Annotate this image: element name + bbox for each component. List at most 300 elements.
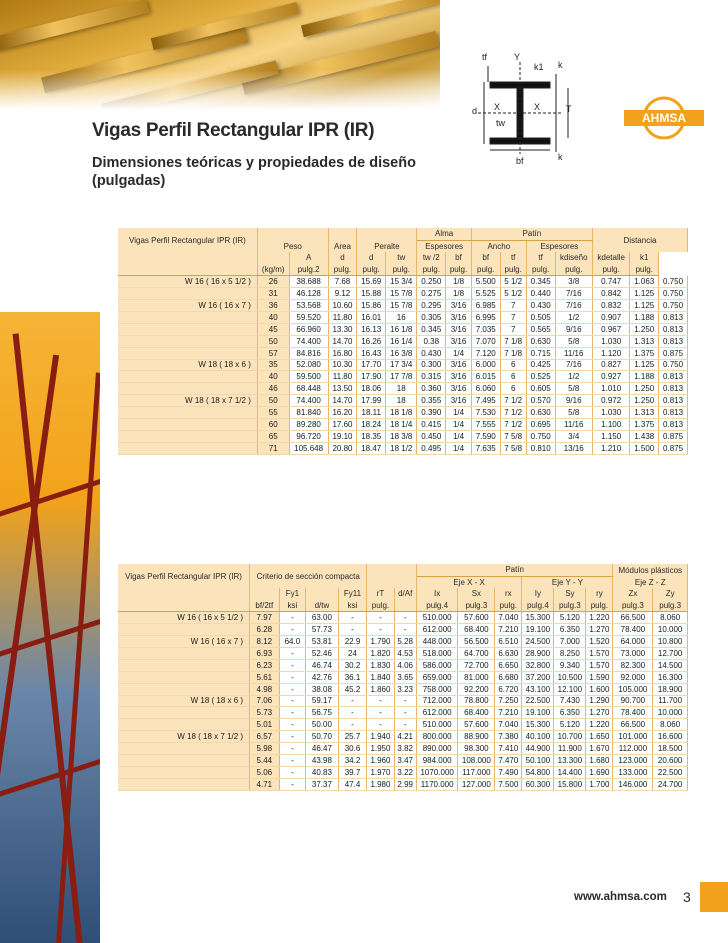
value-cell: - xyxy=(279,754,306,766)
value-cell: 1.520 xyxy=(586,636,613,648)
label-x-right: X xyxy=(534,102,541,112)
value-cell: 1.570 xyxy=(586,659,613,671)
value-cell: 52.080 xyxy=(289,359,328,371)
value-cell: 14.500 xyxy=(653,659,688,671)
value-cell: 4.06 xyxy=(394,659,416,671)
value-cell: 1.950 xyxy=(367,743,394,755)
value-cell: 13.30 xyxy=(328,323,357,335)
value-cell: 586.000 xyxy=(416,659,458,671)
profile-name-cell xyxy=(118,683,250,695)
name-spacer-cell xyxy=(118,588,250,600)
value-cell: 659.000 xyxy=(416,671,458,683)
table-row xyxy=(118,300,688,312)
value-cell: 6.060 xyxy=(471,383,500,395)
symbol-col-10: tf xyxy=(526,252,555,264)
value-cell: 0.747 xyxy=(592,276,629,288)
symbol-col-2-5: d/Af xyxy=(394,588,416,600)
value-cell: 96.720 xyxy=(289,430,328,442)
value-cell: 13.300 xyxy=(554,754,586,766)
value-cell: 0.875 xyxy=(659,347,688,359)
value-cell: - xyxy=(279,671,306,683)
value-cell: 16.20 xyxy=(328,407,357,419)
value-cell: 60 xyxy=(257,418,289,430)
value-cell: 0.360 xyxy=(417,383,446,395)
value-cell: 64.0 xyxy=(279,636,306,648)
symbol-col-13: k1 xyxy=(630,252,659,264)
table-row xyxy=(118,359,688,371)
value-cell: 0.250 xyxy=(417,276,446,288)
value-cell: 42.76 xyxy=(306,671,338,683)
value-cell: 3.47 xyxy=(394,754,416,766)
table-row xyxy=(118,647,688,659)
value-cell: 984.000 xyxy=(416,754,458,766)
value-cell: 1.790 xyxy=(367,636,394,648)
table-row xyxy=(118,288,688,300)
value-cell: 7.590 xyxy=(471,430,500,442)
value-cell: 18 xyxy=(386,395,417,407)
profile-name-cell xyxy=(118,288,257,300)
unit-col-2-1: ksi xyxy=(279,600,306,612)
profile-name-cell xyxy=(118,659,250,671)
profile-name-cell xyxy=(118,323,257,335)
name-spacer-cell xyxy=(118,600,250,612)
value-cell: 1/8 xyxy=(446,276,472,288)
value-cell: - xyxy=(367,695,394,707)
table-row xyxy=(118,707,688,719)
label-k-bottom: k xyxy=(558,152,563,162)
value-cell: 16.43 xyxy=(357,347,386,359)
unit-col-9: pulg. xyxy=(500,264,526,276)
table-row xyxy=(118,311,688,323)
group-eje-z: Eje Z - Z xyxy=(613,576,688,588)
table-row xyxy=(118,754,688,766)
value-cell: 5.61 xyxy=(250,671,280,683)
value-cell: 1.210 xyxy=(592,442,629,454)
value-cell: 1.250 xyxy=(630,395,659,407)
value-cell: 758.000 xyxy=(416,683,458,695)
value-cell: 7 5/8 xyxy=(500,442,526,454)
value-cell: 510.000 xyxy=(416,719,458,731)
value-cell: 7/16 xyxy=(555,359,592,371)
value-cell: 8.250 xyxy=(554,647,586,659)
value-cell: 0.495 xyxy=(417,442,446,454)
value-cell: 44.900 xyxy=(522,743,554,755)
value-cell: 18 xyxy=(386,383,417,395)
profile-name-cell: W 16 ( 16 x 7 ) xyxy=(118,636,250,648)
value-cell: 0.750 xyxy=(526,430,555,442)
value-cell: 1.063 xyxy=(630,276,659,288)
value-cell: 64.700 xyxy=(458,647,495,659)
value-cell: 15.300 xyxy=(522,612,554,624)
value-cell: 1.670 xyxy=(586,743,613,755)
value-cell: 1.700 xyxy=(586,778,613,790)
value-cell: 1.120 xyxy=(592,347,629,359)
value-cell: 36.1 xyxy=(338,671,367,683)
value-cell: 19.10 xyxy=(328,430,357,442)
value-cell: 16 xyxy=(386,311,417,323)
value-cell: 18.47 xyxy=(357,442,386,454)
group-eje-x: Eje X - X xyxy=(416,576,522,588)
label-y: Y xyxy=(514,52,521,62)
page-subtitle: Dimensiones teóricas y propiedades de diseño (pulgadas) xyxy=(92,155,416,189)
value-cell: 0.300 xyxy=(417,359,446,371)
value-cell: 0.832 xyxy=(592,300,629,312)
table-row xyxy=(118,347,688,359)
value-cell: 57.600 xyxy=(458,612,495,624)
unit-col-13: pulg. xyxy=(630,264,659,276)
value-cell: 448.000 xyxy=(416,636,458,648)
value-cell: 43.98 xyxy=(306,754,338,766)
value-cell: 15 3/4 xyxy=(386,276,417,288)
unit-col-2-3: ksi xyxy=(338,600,367,612)
value-cell: 32.800 xyxy=(522,659,554,671)
unit-col-7: pulg. xyxy=(446,264,472,276)
value-cell: 10.000 xyxy=(653,624,688,636)
value-cell: 4.21 xyxy=(394,731,416,743)
profile-name-cell xyxy=(118,347,257,359)
value-cell: 510.000 xyxy=(416,612,458,624)
value-cell: 0.295 xyxy=(417,300,446,312)
value-cell: 54.800 xyxy=(522,766,554,778)
value-cell: 53.568 xyxy=(289,300,328,312)
value-cell: 78.800 xyxy=(458,695,495,707)
value-cell: 16.80 xyxy=(328,347,357,359)
value-cell: 7.97 xyxy=(250,612,280,624)
value-cell: 612.000 xyxy=(416,624,458,636)
website-link[interactable]: www.ahmsa.com xyxy=(574,891,667,903)
value-cell: 0.695 xyxy=(526,418,555,430)
value-cell: 8.12 xyxy=(250,636,280,648)
symbol-col-3: d xyxy=(328,252,357,264)
value-cell: 0.525 xyxy=(526,371,555,383)
value-cell: - xyxy=(367,719,394,731)
symbol-col-11: kdiseño xyxy=(555,252,592,264)
symbol-col-6: tw /2 xyxy=(417,252,446,264)
table-row xyxy=(118,659,688,671)
value-cell: 39.7 xyxy=(338,766,367,778)
value-cell: 0.415 xyxy=(417,418,446,430)
value-cell: - xyxy=(279,647,306,659)
value-cell: 50.70 xyxy=(306,731,338,743)
unit-col-2-4: pulg. xyxy=(367,600,394,612)
value-cell: 38.688 xyxy=(289,276,328,288)
value-cell: 17 7/8 xyxy=(386,371,417,383)
value-cell: 14.70 xyxy=(328,395,357,407)
value-cell: 7/16 xyxy=(555,300,592,312)
value-cell: 0.750 xyxy=(659,288,688,300)
value-cell: 7 1/2 xyxy=(500,407,526,419)
value-cell: 20.80 xyxy=(328,442,357,454)
value-cell: 3/16 xyxy=(446,359,472,371)
value-cell: 1.940 xyxy=(367,731,394,743)
value-cell: 6.350 xyxy=(554,707,586,719)
value-cell: 34.2 xyxy=(338,754,367,766)
value-cell: 1.220 xyxy=(586,612,613,624)
table-row xyxy=(118,442,688,454)
profile-name-cell xyxy=(118,442,257,454)
value-cell: 0.430 xyxy=(526,300,555,312)
table-row xyxy=(118,766,688,778)
value-cell: 7.500 xyxy=(495,778,522,790)
value-cell: 1.650 xyxy=(586,731,613,743)
profile-name-cell xyxy=(118,743,250,755)
label-k-top: k xyxy=(558,60,563,70)
value-cell: 5.120 xyxy=(554,612,586,624)
value-cell: 66.960 xyxy=(289,323,328,335)
symbol-col-2-11: ry xyxy=(586,588,613,600)
value-cell: 52.46 xyxy=(306,647,338,659)
profile-name-cell xyxy=(118,671,250,683)
value-cell: 5 1/2 xyxy=(500,276,526,288)
value-cell: 1.970 xyxy=(367,766,394,778)
value-cell: 3/16 xyxy=(446,395,472,407)
value-cell: 10.700 xyxy=(554,731,586,743)
value-cell: 4.71 xyxy=(250,778,280,790)
value-cell: 43.100 xyxy=(522,683,554,695)
value-cell: 16.600 xyxy=(653,731,688,743)
value-cell: 7.210 xyxy=(495,624,522,636)
value-cell: 55 xyxy=(257,407,289,419)
profile-name-cell: W 18 ( 18 x 7 1/2 ) xyxy=(118,731,250,743)
value-cell: - xyxy=(279,707,306,719)
value-cell: - xyxy=(338,707,367,719)
value-cell: 40 xyxy=(257,311,289,323)
value-cell: 1.690 xyxy=(586,766,613,778)
value-cell: 92.200 xyxy=(458,683,495,695)
name-spacer-cell xyxy=(118,252,257,264)
label-tf: tf xyxy=(482,52,488,62)
value-cell: 46.128 xyxy=(289,288,328,300)
value-cell: 46.74 xyxy=(306,659,338,671)
value-cell: 37.37 xyxy=(306,778,338,790)
value-cell: 8.060 xyxy=(653,612,688,624)
value-cell: 72.700 xyxy=(458,659,495,671)
value-cell: 1.313 xyxy=(630,335,659,347)
value-cell: 56.500 xyxy=(458,636,495,648)
unit-col-2-13: pulg.3 xyxy=(653,600,688,612)
value-cell: 7.120 xyxy=(471,347,500,359)
symbol-col-2-8: rx xyxy=(495,588,522,600)
table-row xyxy=(118,731,688,743)
value-cell: - xyxy=(338,695,367,707)
value-cell: 133.000 xyxy=(613,766,653,778)
value-cell: 71 xyxy=(257,442,289,454)
unit-col-2: pulg.2 xyxy=(289,264,328,276)
profile-name-cell xyxy=(118,383,257,395)
design-properties-table xyxy=(118,564,688,791)
value-cell: - xyxy=(338,719,367,731)
value-cell: 16.01 xyxy=(357,311,386,323)
value-cell: 712.000 xyxy=(416,695,458,707)
value-cell: 45 xyxy=(257,323,289,335)
page-title: Vigas Perfil Rectangular IPR (IR) xyxy=(92,120,375,141)
value-cell: 28.900 xyxy=(522,647,554,659)
value-cell: 6.995 xyxy=(471,311,500,323)
value-cell: 25.7 xyxy=(338,731,367,743)
value-cell: 6.350 xyxy=(554,624,586,636)
value-cell: 7.040 xyxy=(495,719,522,731)
value-cell: 1.860 xyxy=(367,683,394,695)
symbol-col-2-3: Fy11 xyxy=(338,588,367,600)
header-peso: Peso xyxy=(257,240,328,252)
value-cell: 47.4 xyxy=(338,778,367,790)
profile-name-cell xyxy=(118,371,257,383)
value-cell: 5.98 xyxy=(250,743,280,755)
value-cell: 0.390 xyxy=(417,407,446,419)
value-cell: - xyxy=(279,731,306,743)
value-cell: 3/8 xyxy=(555,276,592,288)
value-cell: 0.813 xyxy=(659,395,688,407)
profile-name-cell xyxy=(118,719,250,731)
value-cell: 1.290 xyxy=(586,695,613,707)
value-cell: 18.11 xyxy=(357,407,386,419)
value-cell: 1.375 xyxy=(630,347,659,359)
value-cell: 24.500 xyxy=(522,636,554,648)
value-cell: 112.000 xyxy=(613,743,653,755)
value-cell: - xyxy=(338,624,367,636)
unit-col-2-5 xyxy=(394,600,416,612)
value-cell: 6 xyxy=(500,359,526,371)
value-cell: 16.13 xyxy=(357,323,386,335)
profile-name-cell xyxy=(118,647,250,659)
value-cell: 6 xyxy=(500,371,526,383)
profile-name-cell xyxy=(118,407,257,419)
value-cell: 0.813 xyxy=(659,383,688,395)
unit-col-2-11: pulg. xyxy=(586,600,613,612)
value-cell: 11.80 xyxy=(328,311,357,323)
value-cell: 0.813 xyxy=(659,335,688,347)
value-cell: 0.972 xyxy=(592,395,629,407)
symbol-col-9: tf xyxy=(500,252,526,264)
value-cell: 64.000 xyxy=(613,636,653,648)
value-cell: 0.605 xyxy=(526,383,555,395)
value-cell: 13/16 xyxy=(555,442,592,454)
value-cell: 15.69 xyxy=(357,276,386,288)
value-cell: 68.448 xyxy=(289,383,328,395)
value-cell: 1/4 xyxy=(446,347,472,359)
value-cell: 0.813 xyxy=(659,311,688,323)
header-espesores-patin: Espesores xyxy=(526,240,592,252)
value-cell: 17.60 xyxy=(328,418,357,430)
value-cell: 10.30 xyxy=(328,359,357,371)
value-cell: 11.80 xyxy=(328,371,357,383)
table-row xyxy=(118,383,688,395)
value-cell: 11/16 xyxy=(555,418,592,430)
value-cell: 15.88 xyxy=(357,288,386,300)
symbol-col-7: bf xyxy=(446,252,472,264)
table-row xyxy=(118,407,688,419)
table-row xyxy=(118,323,688,335)
value-cell: 73.000 xyxy=(613,647,653,659)
value-cell: 1.980 xyxy=(367,778,394,790)
table-row xyxy=(118,695,688,707)
value-cell: 5/8 xyxy=(555,335,592,347)
value-cell: 1.820 xyxy=(367,647,394,659)
header-area: Area xyxy=(328,240,357,252)
value-cell: 0.842 xyxy=(592,288,629,300)
value-cell: 6.28 xyxy=(250,624,280,636)
value-cell: 0.810 xyxy=(526,442,555,454)
value-cell: 1.270 xyxy=(586,624,613,636)
value-cell: 10.800 xyxy=(653,636,688,648)
group-patin: Patín xyxy=(471,228,592,240)
value-cell: 15.86 xyxy=(357,300,386,312)
value-cell: 78.400 xyxy=(613,624,653,636)
value-cell: 0.813 xyxy=(659,407,688,419)
label-t: T xyxy=(566,104,572,114)
value-cell: 3/16 xyxy=(446,335,472,347)
profile-name-cell xyxy=(118,778,250,790)
label-bf: bf xyxy=(516,156,524,166)
value-cell: 78.400 xyxy=(613,707,653,719)
value-cell: 59.520 xyxy=(289,311,328,323)
col-name-header-2: Vigas Perfil Rectangular IPR (IR) xyxy=(118,564,250,588)
value-cell: - xyxy=(279,683,306,695)
symbol-col-2-13: Zy xyxy=(653,588,688,600)
value-cell: 6 xyxy=(500,383,526,395)
value-cell: 57 xyxy=(257,347,289,359)
value-cell: 10.60 xyxy=(328,300,357,312)
value-cell: 5.120 xyxy=(554,719,586,731)
name-spacer-cell xyxy=(118,264,257,276)
value-cell: 1070.000 xyxy=(416,766,458,778)
value-cell: 7 xyxy=(500,323,526,335)
table-row xyxy=(118,683,688,695)
value-cell: 3/16 xyxy=(446,323,472,335)
table-row xyxy=(118,778,688,790)
table-row xyxy=(118,395,688,407)
value-cell: 14.70 xyxy=(328,335,357,347)
value-cell: 98.300 xyxy=(458,743,495,755)
value-cell: 3/16 xyxy=(446,383,472,395)
value-cell: - xyxy=(394,624,416,636)
value-cell: 7.035 xyxy=(471,323,500,335)
unit-col-2-2: d/tw xyxy=(306,600,338,612)
value-cell: 50.00 xyxy=(306,719,338,731)
value-cell: 1.830 xyxy=(367,659,394,671)
value-cell: 15.800 xyxy=(554,778,586,790)
value-cell: 59.17 xyxy=(306,695,338,707)
value-cell: 6.985 xyxy=(471,300,500,312)
unit-col-6: pulg. xyxy=(417,264,446,276)
value-cell: 40.83 xyxy=(306,766,338,778)
value-cell: 0.440 xyxy=(526,288,555,300)
value-cell: 17.99 xyxy=(357,395,386,407)
value-cell: 18.500 xyxy=(653,743,688,755)
value-cell: 7.635 xyxy=(471,442,500,454)
value-cell: 0.875 xyxy=(659,442,688,454)
value-cell: 9.12 xyxy=(328,288,357,300)
value-cell: 18.06 xyxy=(357,383,386,395)
value-cell: 1.270 xyxy=(586,707,613,719)
value-cell: 0.827 xyxy=(592,359,629,371)
value-cell: 10.000 xyxy=(653,707,688,719)
value-cell: 1.150 xyxy=(592,430,629,442)
value-cell: 0.275 xyxy=(417,288,446,300)
value-cell: 0.345 xyxy=(526,276,555,288)
profile-name-cell xyxy=(118,311,257,323)
value-cell: 7.000 xyxy=(554,636,586,648)
value-cell: 11.900 xyxy=(554,743,586,755)
value-cell: 123.000 xyxy=(613,754,653,766)
value-cell: 0.305 xyxy=(417,311,446,323)
value-cell: 7.430 xyxy=(554,695,586,707)
table-row xyxy=(118,624,688,636)
value-cell: - xyxy=(394,719,416,731)
value-cell: 26 xyxy=(257,276,289,288)
value-cell: 92.000 xyxy=(613,671,653,683)
profile-name-cell: W 16 ( 16 x 5 1/2 ) xyxy=(118,276,257,288)
